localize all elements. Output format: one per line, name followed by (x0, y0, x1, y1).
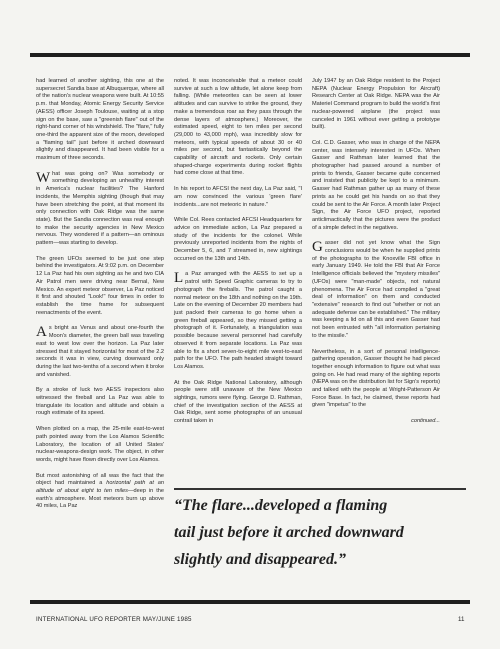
paragraph-text: s bright as Venus and about one-fourth the Moon's diameter, the green ball was traveling east to west low over the horizon. La Paz later stressed that it stayed horizontal for most of the 2.2 seconds it was in view, curving downward only during the last two-tenths of a second when it broke and vanished. (36, 325, 164, 378)
paragraph-text: a Paz arranged with the AESS to set up a patrol with Speed Graphic cameras to try to photograph the fireballs. The patrol caught a normal meteor on the 18th and nothing on the 19th. Late on the evening of December 20 members had just packed their cameras to go home when a green fireball appeared, so they missed getting a photograph of it. Fortunately, a triangulation was possible because several personnel had carefully observed it from separate locations. La Paz was able to fix a short seven-to-eight mile west-to-east path for the UFO. The path headed straight toward Los Alamos. (174, 271, 302, 370)
paragraph: had learned of another sighting, this one at the supersecret Sandia base at Albuquerque, where all of the nation's nuclear weapons were built. At 10:55 p.m. that Monday, Atomic Energy Security Service (AESS) officer Joseph Toulouse, waiting at a stop sign on the base, saw a "greenish flare" out of the right-hand corner of his windshield. The "flare," fully one-third the apparent size of the moon, developed a "flaming tail" just before it arched downward slightly and disappeared. It had been visible for a maximum of three seconds. (36, 78, 164, 162)
paragraph: The green UFOs seemed to be just one step behind the investigators. At 9:02 p.m. on December 12 La Paz had his own sighting as he and two CIA Air Patrol men were driving near Bernal, New Mexico. An expert meteor observer, La Paz noticed it first and shouted "Look!" four times in order to establish the time frame for subsequent reenactments of the event. (36, 255, 164, 316)
paragraph-text: asser did not yet know what the Sign conclusions would be when he supplied prints of the photographs to the Knoxville FBI office in early January 1949. He told the FBI that Air Force Intelligence officials believed the "mystery missiles" (UFOs) were "man-made" objects, not natural phenomena. The Air Force had compiled a "great deal of information" on them and conducted "extensive" research to find out "whether or not an adequate defense can be established." The military was keeping a lid on all this and even Gasser had not been entrusted with "all information pertaining to the missile." (312, 240, 440, 339)
drop-cap: G (312, 239, 323, 256)
paragraph: noted. It was inconceivable that a meteor could survive at such a low altitude, let alone keep from falling. (While meteorites can be seen at lower altitudes and can survive to strike the ground, they make a tremendous roar as they pass through the dense layers of atmosphere.) Moreover, the estimated speed, eight to ten miles per second (29,000 to 43,000 mph), was incredibly slow for meteors, with typical speeds of about 30 or 40 miles per second, but fantastically beyond the capability of aircraft and rockets. Only certain shaped-charge experiments during rocket flights had come close at that time. (174, 78, 302, 177)
column-3 (312, 78, 440, 434)
paragraph (174, 271, 302, 371)
top-rule (30, 53, 470, 57)
paragraph (312, 240, 440, 340)
column-1 (36, 78, 164, 519)
publication-footer: INTERNATIONAL UFO REPORTER MAY/JUNE 1985 (36, 616, 192, 623)
emphasis-text: horizontal path at an altitude of about eight to ten miles (36, 480, 164, 495)
continued-label: continued... (411, 418, 440, 425)
pull-quote-line: slightly and disappeared.” (174, 551, 347, 568)
paragraph: July 1947 by an Oak Ridge resident to the Project NEPA (Nuclear Energy Propulsion for Aircraft) Research Center at Oak Ridge. NEPA was the Air Materiel Command program to build the world's first nuclear-powered airplane (the project was canceled in 1961 without ever getting a prototype built). (312, 78, 440, 131)
paragraph: Col. C.D. Gasser, who was in charge of the NEPA center, was intensely interested in UFOs. When Gasser and Rathman later learned that the photographer had passed around a number of prints to friends, Gasser became quite concerned and insisted that publicity be kept to a minimum. Gasser had Rathman gather up as many of these prints as he could get his hands on so that they could be sent to the Air Force. A month later Project Sign, the Air Force UFO project, reported anticlimactically that the pictures were the product of a simple defect in the negatives. (312, 139, 440, 231)
paragraph: While Col. Rees contacted AFCSI Headquarters for advice on immediate action, La Paz prepared a study of the incidents for the colonel. While previously unreported incidents from the nights of December 5, 6, and 7 streamed in, new sightings occurred on the 13th and 14th. (174, 217, 302, 262)
pullquote-rule (174, 488, 466, 490)
paragraph-text: hat was going on? Was somebody or something developing an unhealthy interest in America's nuclear facilities? The Hanford incidents, the Memphis sighting (though that may have been stretching the point, at that moment its only connection with Oak Ridge was the same state). But the Sandia connection was real enough to make the security agencies in New Mexico nervous. They wondered if a pattern—an ominous pattern—was starting to develop. (36, 170, 164, 247)
paragraph: At the Oak Ridge National Laboratory, although people were still unaware of the New Mexico sightings, rumors were flying. George D. Rathman, chief of the investigation section of the AESS at Oak Ridge, sent some photographs of an unusual contrail taken in (174, 379, 302, 425)
pull-quote-line: tail just before it arched downward (174, 524, 404, 541)
paragraph (36, 171, 164, 248)
drop-cap: W (36, 169, 51, 186)
paragraph: In his report to AFCSI the next day, La Paz said, "I am now convinced the various 'green flare' incidents...are not meteoric in nature." (174, 186, 302, 208)
drop-cap: L (174, 270, 184, 287)
page-number: 11 (458, 616, 465, 623)
pull-quote-line: “The flare...developed a flaming (174, 497, 388, 514)
paragraph: By a stroke of luck two AESS inspectors also witnessed the fireball and La Paz was able to triangulate its location and altitude and obtain a rough estimate of its speed. (36, 387, 164, 417)
pull-quote (174, 492, 444, 573)
paragraph-text: But most astonishing of all was the fact that the object had maintained a (36, 472, 164, 487)
paragraph: When plotted on a map, the 25-mile east-to-west path pointed away from the Los Alamos Scientific Laboratory, the location of all United States' nuclear-weapons-design work. The object, in other words, might have flown directly over Los Alamos. (36, 426, 164, 463)
paragraph: Nevertheless, in a sort of personal intelligence-gathering operation, Gasser thought he had pieced together enough information to figure out what was going on. He had read many of the sighting reports (NEPA was on the distribution list for Sign's reports) and talked with the people at Wright-Patterson Air Force Base. In fact, he claimed, these reports had given "impetus" to the (312, 348, 440, 409)
paragraph (36, 473, 164, 512)
drop-cap: A (36, 324, 47, 341)
column-2 (174, 78, 302, 434)
paragraph-text: —deep in the earth's atmosphere. Most meteors burn up above 40 miles, La Paz (36, 488, 164, 510)
bottom-rule (30, 600, 470, 604)
paragraph (36, 325, 164, 379)
